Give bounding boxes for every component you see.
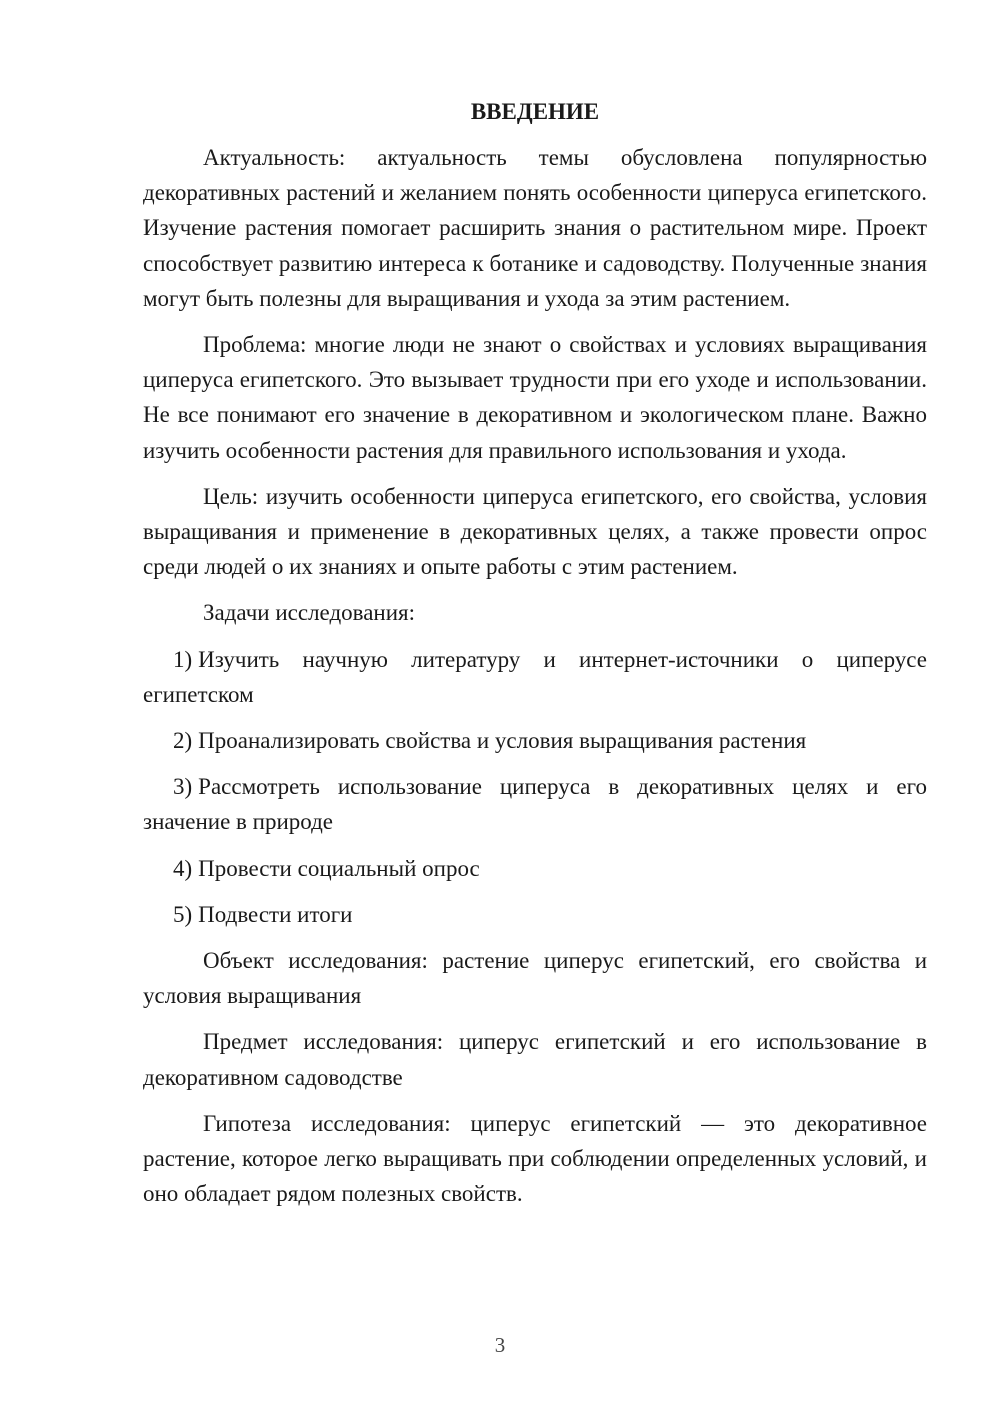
list-item-number: 3)	[173, 774, 193, 800]
list-item-text: Подвести итоги	[198, 901, 353, 927]
hypothesis-paragraph: Гипотеза исследования: циперус египетский — это декоративное растение, которое легко выращивать при соблюдении определенных условий, и оно обладает рядом полезных свойств.	[143, 1110, 927, 1207]
object-paragraph: Объект исследования: растение циперус египетский, его свойства и условия выращивания	[143, 948, 927, 1009]
page-title: ВВЕДЕНИЕ	[470, 99, 600, 124]
page-number: 3	[494, 1333, 506, 1357]
list-item-text: Изучить научную литературу и интернет-источники о циперусе египетском	[143, 646, 927, 707]
list-item-text: Рассмотреть использование циперуса в декоративных целях и его значение в природе	[143, 774, 927, 835]
list-item-text: Провести социальный опрос	[198, 855, 480, 881]
list-item	[143, 851, 927, 886]
list-item	[143, 897, 927, 932]
goal-paragraph: Цель: изучить особенности циперуса египетского, его свойства, условия выращивания и применение в декоративных целях, а также провести опрос среди людей о их знаниях и опыте работы с этим растением.	[143, 483, 927, 580]
subject-paragraph: Предмет исследования: циперус египетский и его использование в декоративном садоводстве	[143, 1029, 927, 1090]
document-page	[143, 94, 927, 1222]
list-item	[143, 769, 927, 839]
list-item-number: 5)	[173, 901, 193, 927]
tasks-list	[143, 642, 927, 932]
list-item-number: 2)	[173, 728, 193, 754]
list-item-text: Проанализировать свойства и условия выращивания растения	[198, 728, 807, 754]
list-item-number: 1)	[173, 646, 193, 672]
relevance-paragraph: Актуальность: актуальность темы обусловлена популярностью декоративных растений и желанием понять особенности циперуса египетского. Изучение растения помогает расширить знания о растительном мире. Проект способствует развитию интереса к ботанике и садоводству. Полученные знания могут быть полезны для выращивания и ухода за этим растением.	[143, 145, 927, 311]
list-item	[143, 723, 927, 758]
tasks-heading: Задачи исследования:	[203, 600, 416, 626]
problem-paragraph: Проблема: многие люди не знают о свойствах и условиях выращивания циперуса египетского. Это вызывает трудности при его уходе и использовании. Не все понимают его значение в декоративном и экологическом плане. Важно изучить особенности растения для правильного использования и ухода.	[143, 332, 927, 463]
list-item	[143, 642, 927, 712]
list-item-number: 4)	[173, 855, 193, 881]
